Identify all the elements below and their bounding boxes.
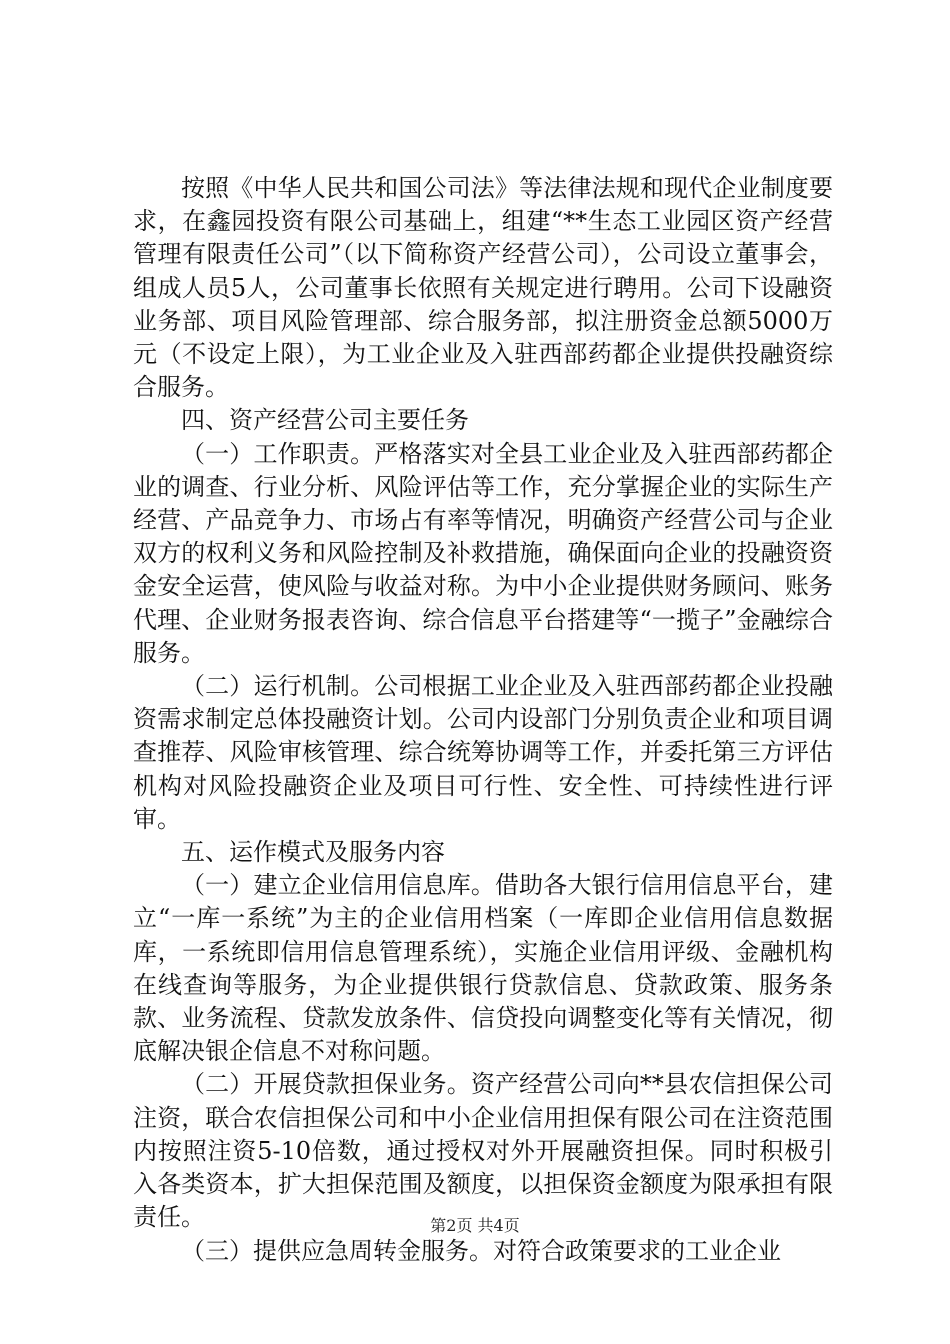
paragraph-loan-guarantee: （二）开展贷款担保业务。资产经营公司向**县农信担保公司注资，联合农信担保公司和中小企业信用担保有限公司在注资范围内按照注资5-10倍数，通过授权对外开展融资担保。同时积极引入各类资本，扩大担保范围及额度，以担保资金额度为限承担有限责任。 [133, 1070, 833, 1232]
paragraph-company-setup: 按照《中华人民共和国公司法》等法律法规和现代企业制度要求，在鑫园投资有限公司基础上，组建“**生态工业园区资产经营管理有限责任公司”（以下简称资产经营公司），公司设立董事会，组成人员5人，公司董事长依照有关规定进行聘用。公司下设融资业务部、项目风险管理部、综合服务部，拟注册资金总额5000万元（不设定上限），为工业企业及入驻西部药都企业提供投融资综合服务。 [133, 174, 833, 402]
paragraph-credit-database: （一）建立企业信用信息库。借助各大银行信用信息平台，建立“一库一系统”为主的企业信用档案（一库即企业信用信息数据库，一系统即信用信息管理系统），实施企业信用评级、金融机构在线查询等服务，为企业提供银行贷款信息、贷款政策、服务条款、业务流程、贷款发放条件、信贷投向调整变化等有关情况，彻底解决银企信息不对称问题。 [133, 871, 833, 1066]
page-footer: 第2页 共4页 [430, 1216, 520, 1235]
heading-section-4: 四、资产经营公司主要任务 [181, 406, 469, 435]
paragraph-emergency-fund: （三）提供应急周转金服务。对符合政策要求的工业企业 [181, 1236, 781, 1265]
paragraph-job-duties: （一）工作职责。严格落实对全县工业企业及入驻西部药都企业的调查、行业分析、风险评估等工作，充分掌握企业的实际生产经营、产品竞争力、市场占有率等情况，明确资产经营公司与企业双方的权利义务和风险控制及补救措施，确保面向企业的投融资资金安全运营，使风险与收益对称。为中小企业提供财务顾问、账务代理、企业财务报表咨询、综合信息平台搭建等“一揽子”金融综合服务。 [133, 439, 833, 667]
paragraph-operation-mechanism: （二）运行机制。公司根据工业企业及入驻西部药都企业投融资需求制定总体投融资计划。公司内设部门分别负责企业和项目调查推荐、风险审核管理、综合统筹协调等工作，并委托第三方评估机构对风险投融资企业及项目可行性、安全性、可持续性进行评审。 [133, 672, 833, 833]
document-body [133, 172, 833, 1268]
heading-section-5: 五、运作模式及服务内容 [181, 838, 445, 867]
